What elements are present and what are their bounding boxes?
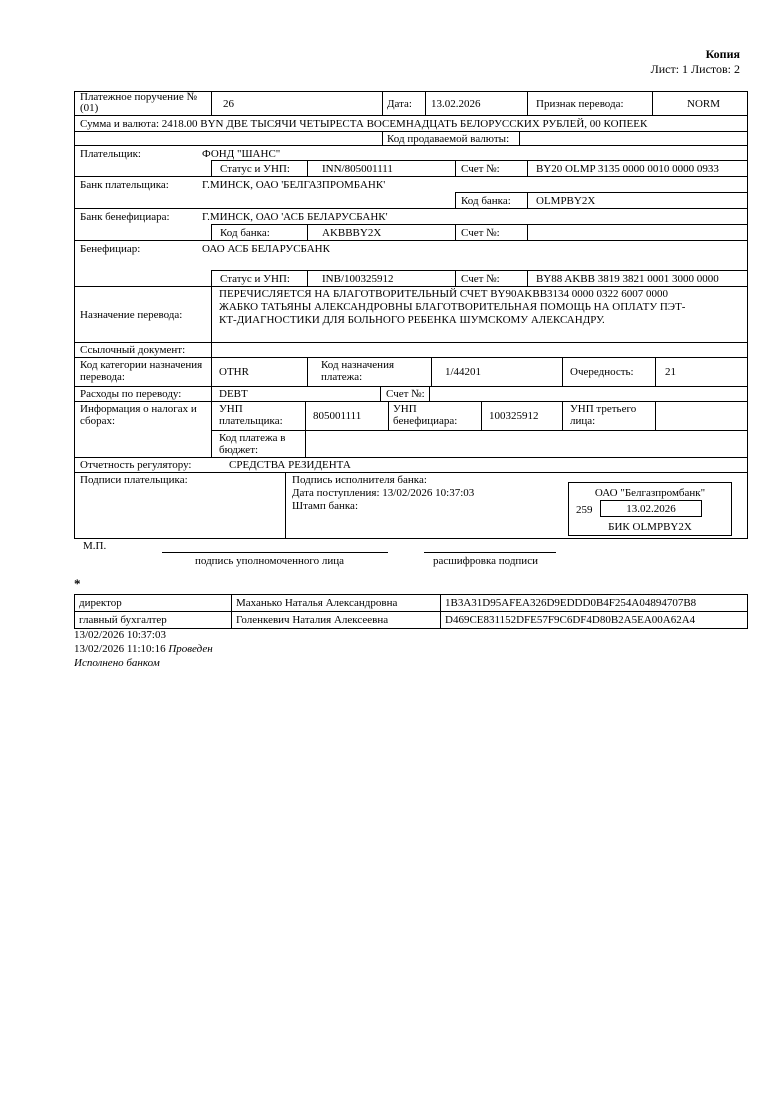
beneficiary-account-label: Счет №: [461,273,500,285]
beneficiary-bank-label: Банк бенефициара: [80,211,170,223]
beneficiary-bank-name: Г.МИНСК, ОАО 'АСБ БЕЛАРУСБАНК' [202,211,388,223]
receipt-date: Дата поступления: 13/02/2026 10:37:03 [292,487,475,499]
executor-sign-label: Подпись исполнителя банка: [292,474,427,486]
expenses-account-label: Счет №: [386,388,425,400]
payment-order-form [74,91,748,539]
log-line-2-date: 13/02/2026 11:10:16 [74,643,166,655]
signer-role: директор [75,595,232,612]
reporting-label: Отчетность регулятору: [80,459,192,471]
table-row [75,612,748,629]
transfer-sign-label: Признак перевода: [536,98,624,110]
log-line-2 [74,643,213,656]
signer-hash: 1B3A31D95AFEA326D9EDDD0B4F254A04894707B8 [441,595,748,612]
payer-account-label: Счет №: [461,163,500,175]
purpose-code: 1/44201 [445,366,482,378]
sold-currency-label: Код продаваемой валюты: [387,133,510,145]
bank-stamp [568,482,732,536]
payer-unp: 805001111 [313,410,362,422]
purpose-code-label: Код назначения платежа: [321,359,395,383]
asterisk-mark: * [74,576,81,591]
beneficiary-unp: 100325912 [489,410,539,422]
order-label: Платежное поручение № (01) [80,91,198,114]
category-value: OTHR [219,366,249,378]
bank-stamp-label: Штамп банка: [292,500,358,512]
priority-value: 21 [665,366,676,378]
beneficiary-unp-label: УНП бенефициара: [393,403,458,427]
stamp-code: 259 [576,504,593,516]
beneficiary-status-label: Статус и УНП: [220,273,290,285]
payer-unp-label: УНП плательщика: [219,403,283,427]
purpose-line-3: КТ-ДИАГНОСТИКИ ДЛЯ БОЛЬНОГО РЕБЕНКА ШУМСКОМУ АЛЕКСАНДРУ. [219,314,605,326]
order-number: 26 [223,98,234,110]
beneficiary-status: INB/100325912 [322,273,394,285]
budget-code-label: Код платежа в бюджет: [219,432,286,456]
taxes-label: Информация о налогах и сборах: [80,403,197,427]
stamp-date-box [600,500,702,517]
purpose-line-1: ПЕРЕЧИСЛЯЕТСЯ НА БЛАГОТВОРИТЕЛЬНЫЙ СЧЕТ BY90AKBB3134 0000 0322 6007 0000 [219,288,669,300]
signer-hash: D469CE831152DFE57F9C6DF4D80B2A5EA00A62A4 [441,612,748,629]
beneficiary-bank-code-label: Код банка: [220,227,270,239]
expenses-value: DEBT [219,388,248,400]
payer-bank-label: Банк плательщика: [80,179,169,191]
beneficiary-account: BY88 AKBB 3819 3821 0001 3000 0000 [536,273,719,285]
reporting-value: СРЕДСТВА РЕЗИДЕНТА [229,459,351,471]
decoding-caption: расшифровка подписи [433,555,538,567]
purpose-label: Назначение перевода: [80,309,183,321]
stamp-bank-name: ОАО "Белгазпромбанк" [594,487,706,499]
payer-status: INN/805001111 [322,163,393,175]
payer-bank-name: Г.МИНСК, ОАО 'БЕЛГАЗПРОМБАНК' [202,179,386,191]
beneficiary-bank-code: AKBBBY2X [322,227,382,239]
transfer-sign: NORM [687,98,721,110]
payer-label: Плательщик: [80,148,141,160]
payer-name: ФОНД "ШАНС" [202,148,281,160]
payer-bank-code-label: Код банка: [461,195,511,207]
signer-name: Голенкевич Наталия Алексеевна [232,612,441,629]
category-label: Код категории назначения перевода: [80,359,203,383]
payer-status-label: Статус и УНП: [220,163,290,175]
signers-table [74,594,748,629]
copy-label: Копия [705,47,740,61]
third-party-unp-label: УНП третьего лица: [570,403,637,427]
priority-label: Очередность: [570,366,634,378]
log-line-1: 13/02/2026 10:37:03 [74,629,166,641]
log-line-3: Исполнено банком [74,657,160,669]
sheet-info: Лист: 1 Листов: 2 [650,62,740,76]
signer-role: главный бухгалтер [75,612,232,629]
date-label: Дата: [387,98,412,110]
expenses-label: Расходы по переводу: [80,388,182,400]
reference-label: Ссылочный документ: [80,344,186,356]
payer-bank-code: OLMPBY2X [536,195,596,207]
beneficiary-bank-account-label: Счет №: [461,227,500,239]
table-row [75,595,748,612]
stamp-date: 13.02.2026 [626,503,676,515]
mp-label: М.П. [83,540,107,552]
beneficiary-label: Бенефициар: [80,243,141,255]
auth-sign-line [162,552,388,553]
beneficiary-name: ОАО АСБ БЕЛАРУСБАНК [202,243,330,255]
auth-sign-caption: подпись уполномоченного лица [195,555,344,567]
payer-signatures-label: Подписи плательщика: [80,474,188,486]
stamp-bik: БИК OLMPBY2X [608,521,692,533]
log-line-2-status: Проведен [168,643,213,655]
payer-account: BY20 OLMP 3135 0000 0010 0000 0933 [536,163,719,175]
amount-text: Сумма и валюта: 2418.00 BYN ДВЕ ТЫСЯЧИ ЧЕТЫРЕСТА ВОСЕМНАДЦАТЬ БЕЛОРУССКИХ РУБЛЕЙ, 00 КОПЕЕК [80,118,648,130]
decoding-line [424,552,556,553]
order-date: 13.02.2026 [431,98,481,110]
signer-name: Маханько Наталья Александровна [232,595,441,612]
purpose-line-2: ЖАБКО ТАТЬЯНЫ АЛЕКСАНДРОВНЫ БЛАГОТВОРИТЕЛЬНАЯ ПОМОЩЬ НА ОПЛАТУ ПЭТ- [219,301,686,313]
